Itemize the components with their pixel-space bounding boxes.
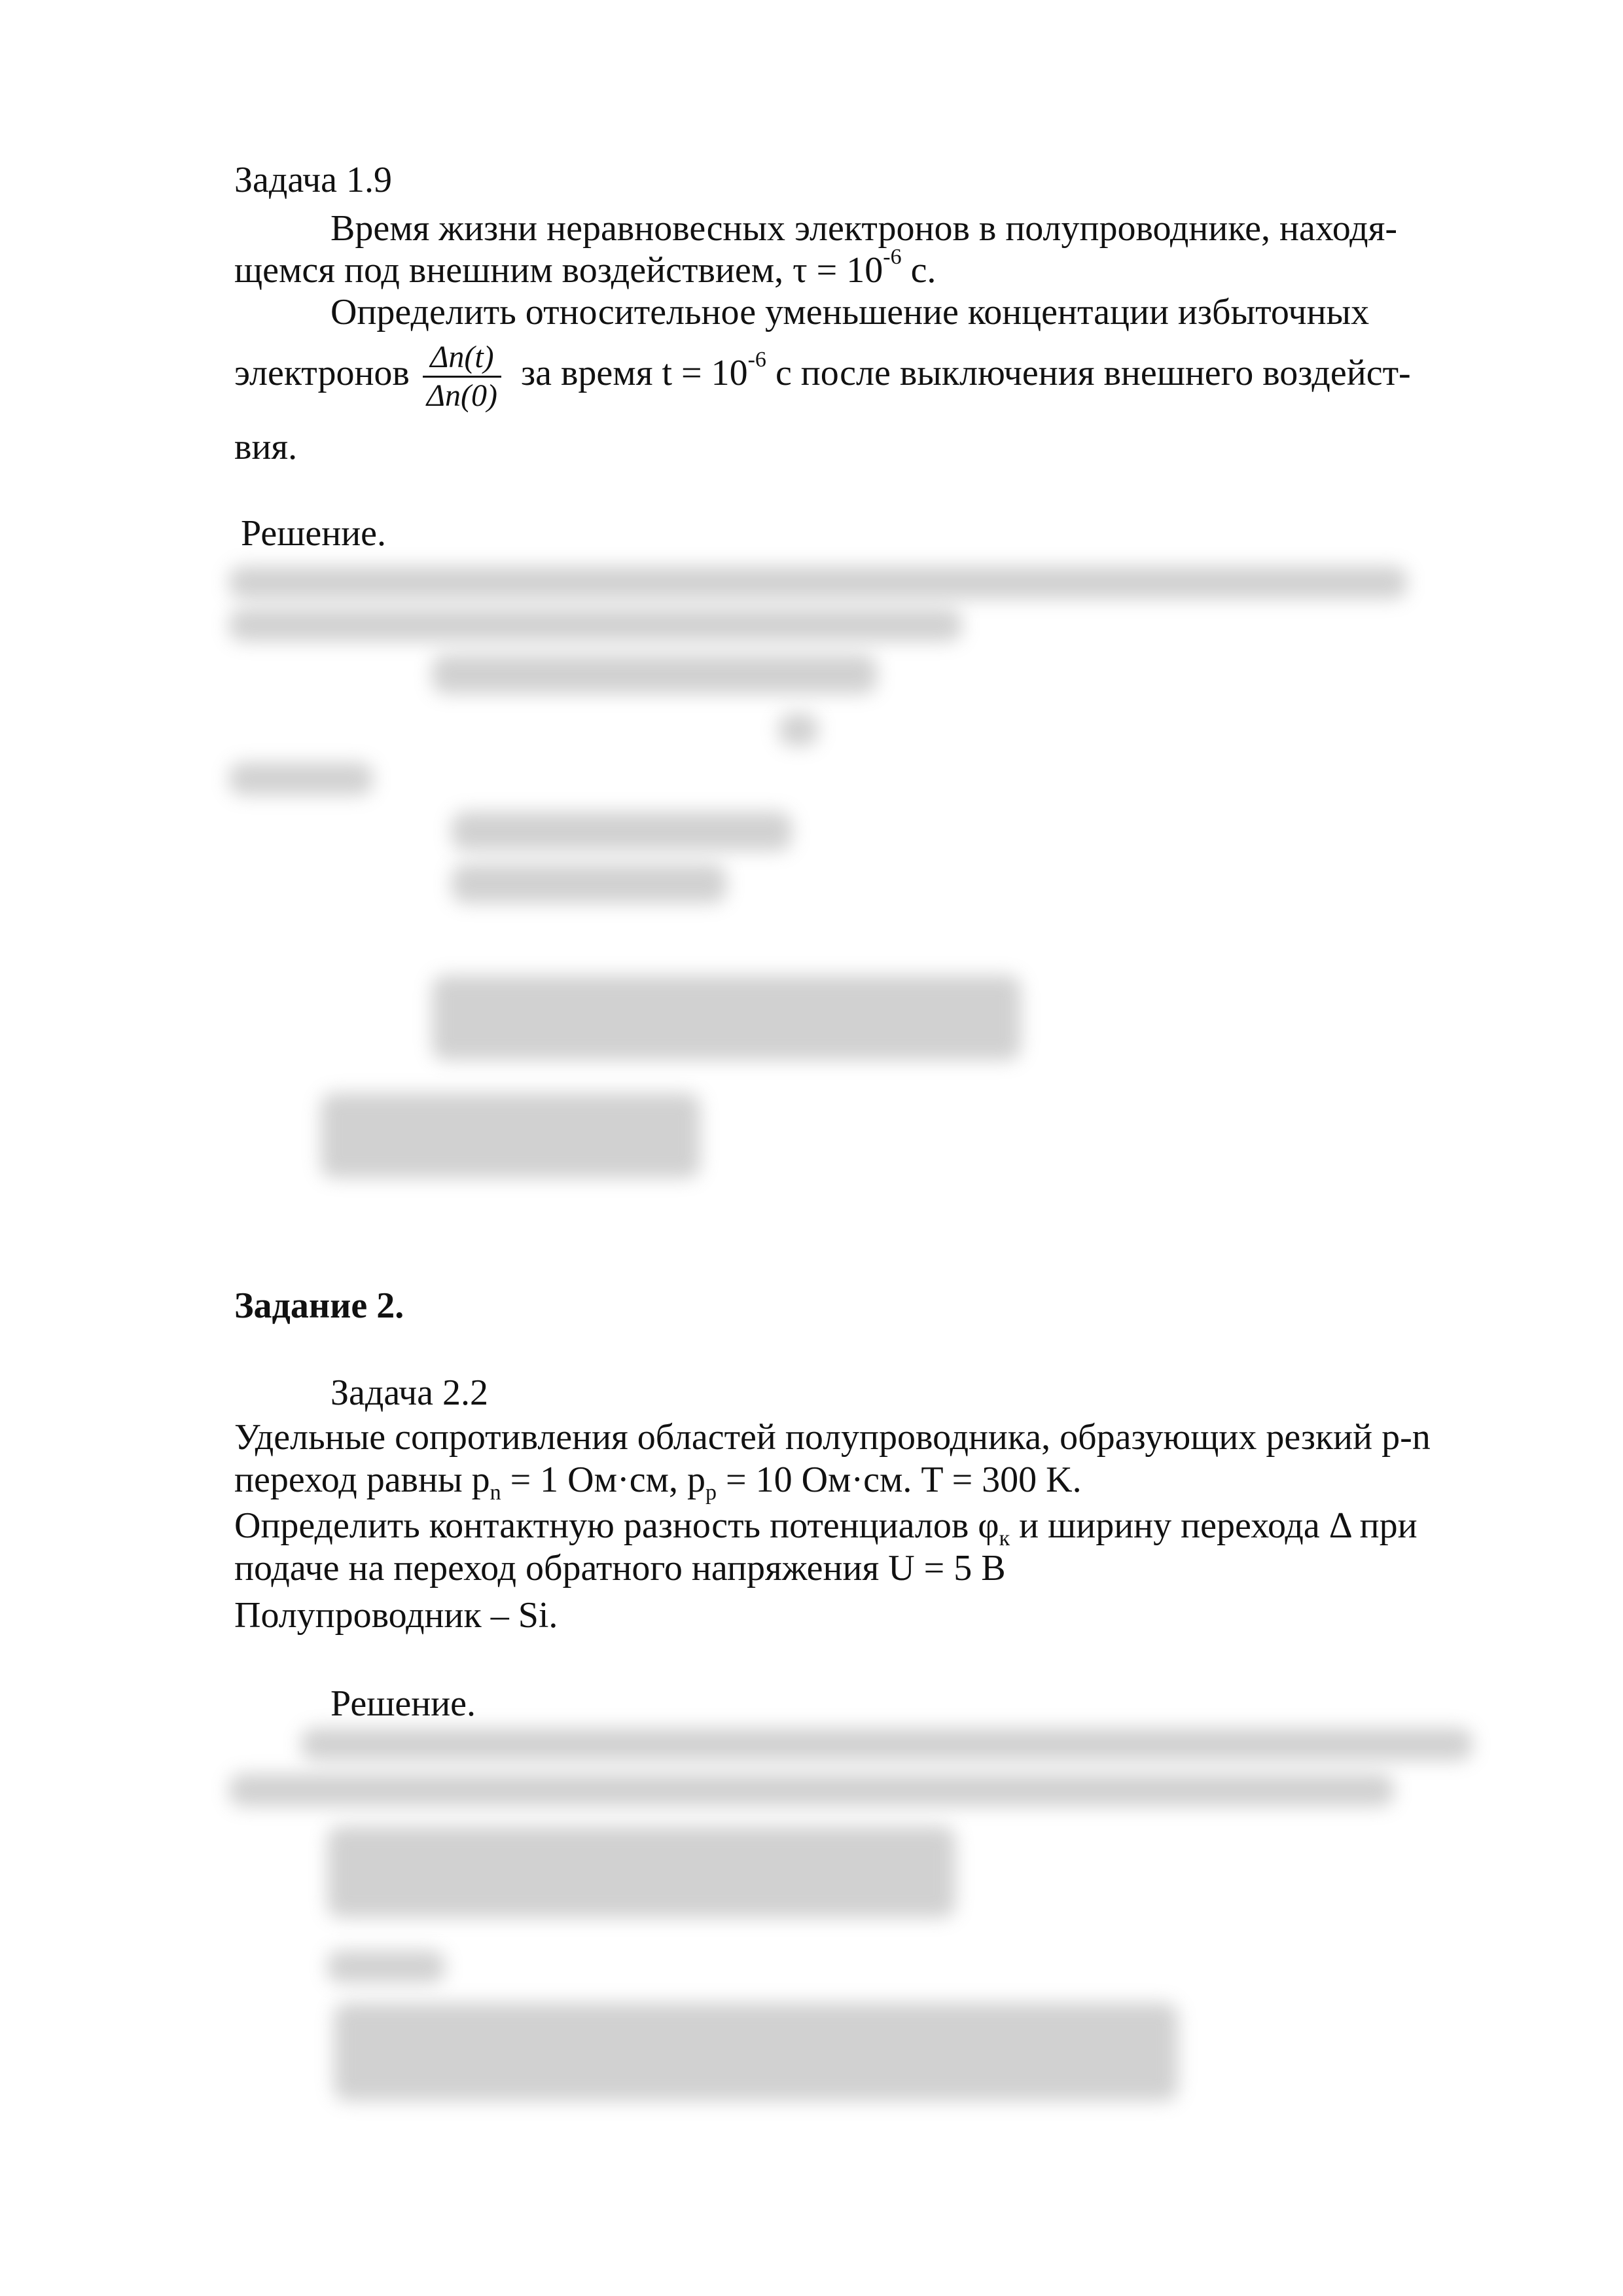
solution-label: Решение. — [330, 1683, 476, 1724]
task-title: Задача 1.9 — [234, 160, 393, 200]
fraction-formula: $\frac{\Delta n(t)}{\Delta n(0)}$ — [423, 339, 501, 414]
paragraph-line: щемся под внешним воздействием, $\tau = 10^{-6}$ с. — [234, 245, 936, 291]
task-title: Задача 2.2 — [330, 1372, 489, 1413]
section-title: Задание 2. — [234, 1285, 404, 1326]
paragraph-line: электронов $\frac{\Delta n(t)}{\Delta n(0)}$ за время $t = 10^{-6}$ с после выключения внешнего воздейст- — [234, 339, 1411, 413]
paragraph-line: Определить контактную разность потенциалов $\varphi_к$ и ширину перехода Δ при — [234, 1505, 1418, 1551]
paragraph-line: Определить относительное уменьшение концентации избыточных — [330, 292, 1370, 332]
paragraph-line: вия. — [234, 427, 298, 467]
solution-label: Решение. — [241, 513, 387, 554]
paragraph-line: Полупроводник – Si. — [234, 1595, 558, 1636]
paragraph-line: подаче на переход обратного напряжения U = 5 B — [234, 1548, 1006, 1588]
paragraph-line: Удельные сопротивления областей полупроводника, образующих резкий p-n — [234, 1417, 1431, 1458]
paragraph-line: переход равны $p_n = 1$ Ом·см, $p_p = 10$ Ом·см. T = 300 K. — [234, 1460, 1082, 1505]
paragraph-line: Время жизни неравновесных электронов в полупроводнике, находя- — [330, 208, 1397, 249]
